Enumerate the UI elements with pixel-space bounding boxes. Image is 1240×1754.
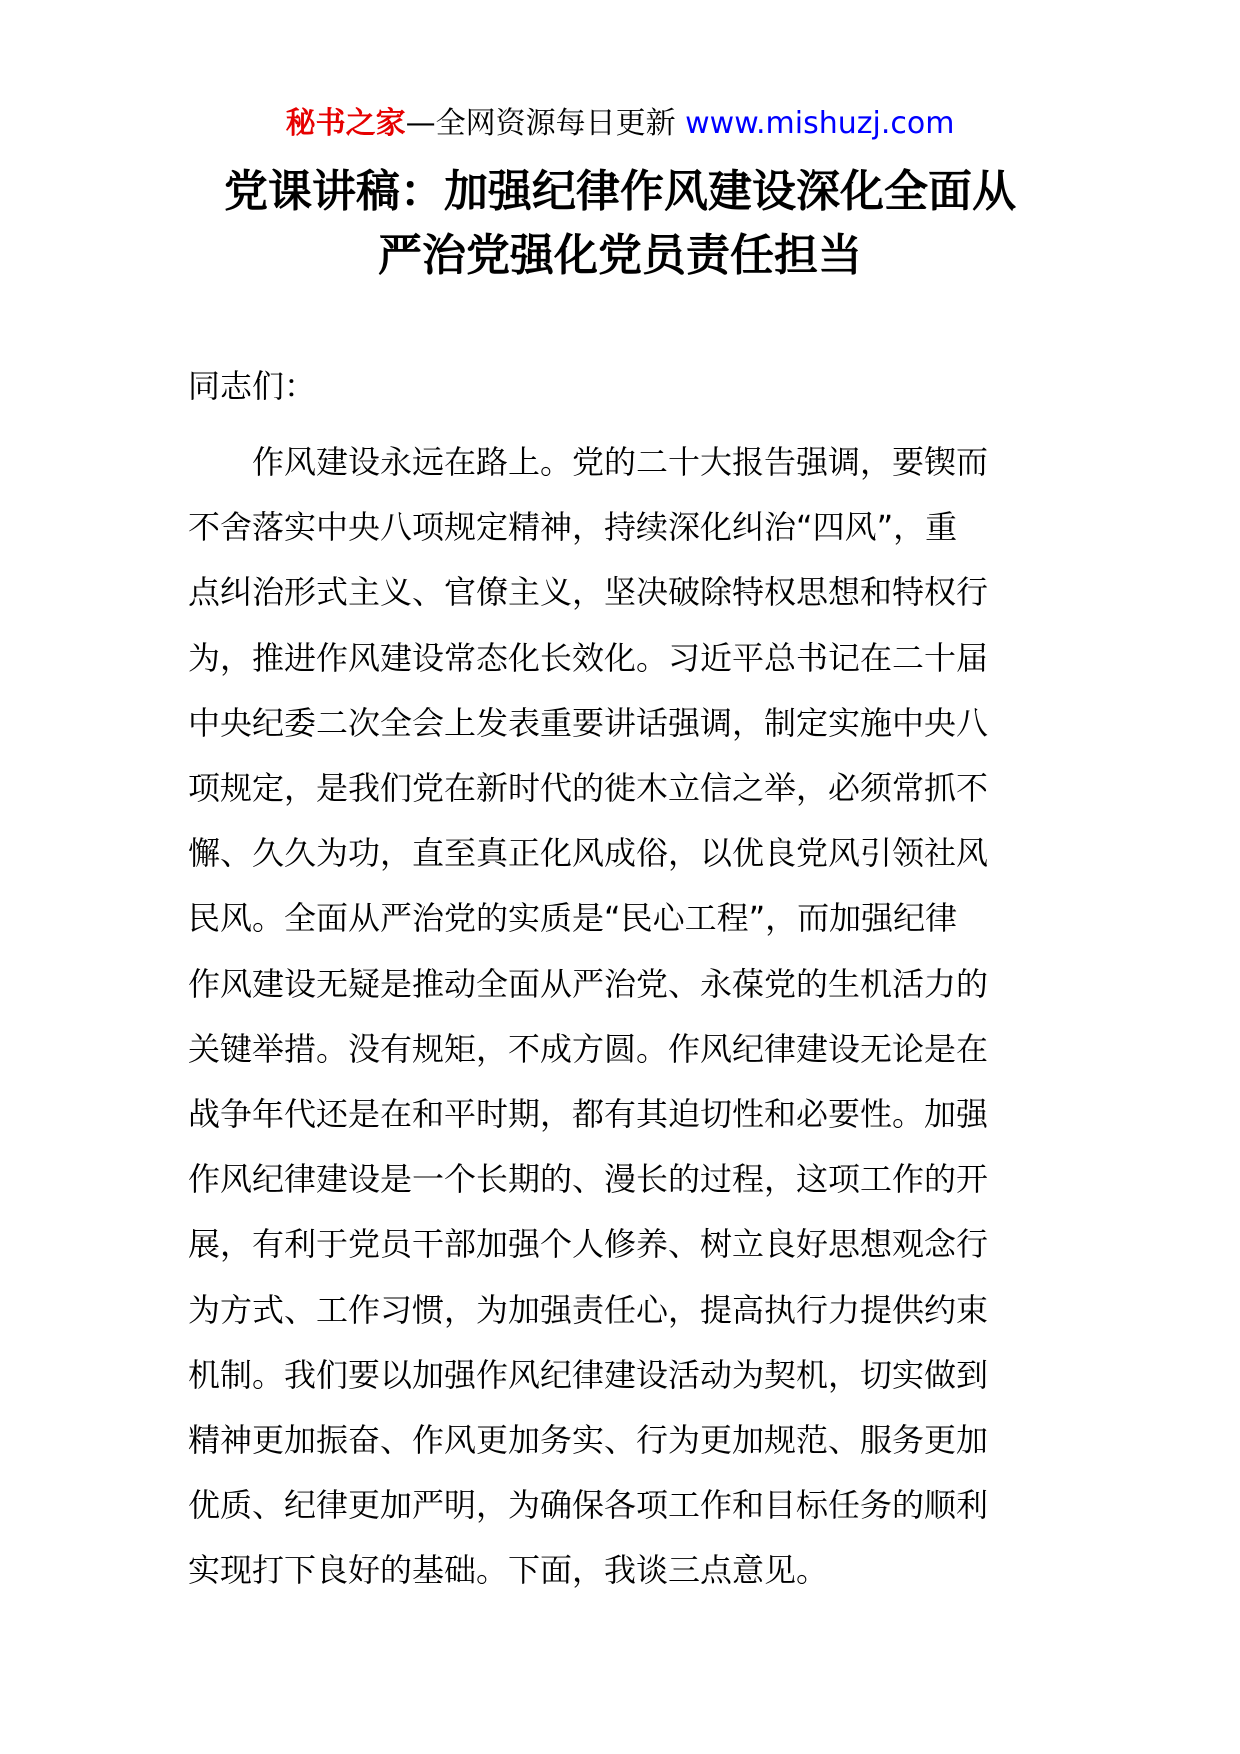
paragraph-line: 机制。我们要以加强作风纪律建设活动为契机，切实做到 [188,1355,989,1394]
paragraph-line: 关键举措。没有规矩，不成方圆。作风纪律建设无论是在 [188,1029,989,1068]
paragraph-line: 为，推进作风建设常态化长效化。习近平总书记在二十届 [188,638,989,677]
paragraph-line: 实现打下良好的基础。下面，我谈三点意见。 [188,1551,829,1590]
body-paragraph [188,430,1068,1604]
paragraph-line: 作风建设永远在路上。党的二十大报告强调，要锲而 [188,443,989,481]
paragraph-line: 为方式、工作习惯，为加强责任心，提高执行力提供约束 [188,1290,989,1329]
paragraph-line: 不舍落实中央八项规定精神，持续深化纠治“四风”，重 [188,508,958,547]
paragraph-line: 作风建设无疑是推动全面从严治党、永葆党的生机活力的 [188,964,989,1003]
paragraph-line: 项规定，是我们党在新时代的徙木立信之举，必须常抓不 [188,769,989,808]
paragraph-line: 中央纪委二次全会上发表重要讲话强调，制定实施中央八 [188,703,989,742]
document-title-line: 党课讲稿：加强纪律作风建设深化全面从 [224,166,1016,217]
paragraph-line: 民风。全面从严治党的实质是“民心工程”，而加强纪律 [188,899,958,938]
site-header [0,104,1240,144]
document-title-line: 严治党强化党员责任担当 [378,230,862,281]
salutation: 同志们： [188,367,317,405]
paragraph-line: 作风纪律建设是一个长期的、漫长的过程，这项工作的开 [188,1160,989,1199]
paragraph-line: 懈、久久为功，直至真正化风成俗，以优良党风引领社风 [188,834,989,873]
paragraph-line: 战争年代还是在和平时期，都有其迫切性和必要性。加强 [188,1095,989,1134]
paragraph-line: 展，有利于党员干部加强个人修养、树立良好思想观念行 [188,1225,989,1264]
document-title [140,160,1100,288]
paragraph-line: 精神更加振奋、作风更加务实、行为更加规范、服务更加 [188,1421,989,1460]
site-tagline: —全网资源每日更新 [405,106,686,141]
site-url-link[interactable]: www.mishuzj.com [685,106,955,141]
paragraph-line: 点纠治形式主义、官僚主义，坚决破除特权思想和特权行 [188,573,989,612]
site-brand: 秘书之家 [285,106,406,141]
paragraph-line: 优质、纪律更加严明，为确保各项工作和目标任务的顺利 [188,1486,989,1525]
